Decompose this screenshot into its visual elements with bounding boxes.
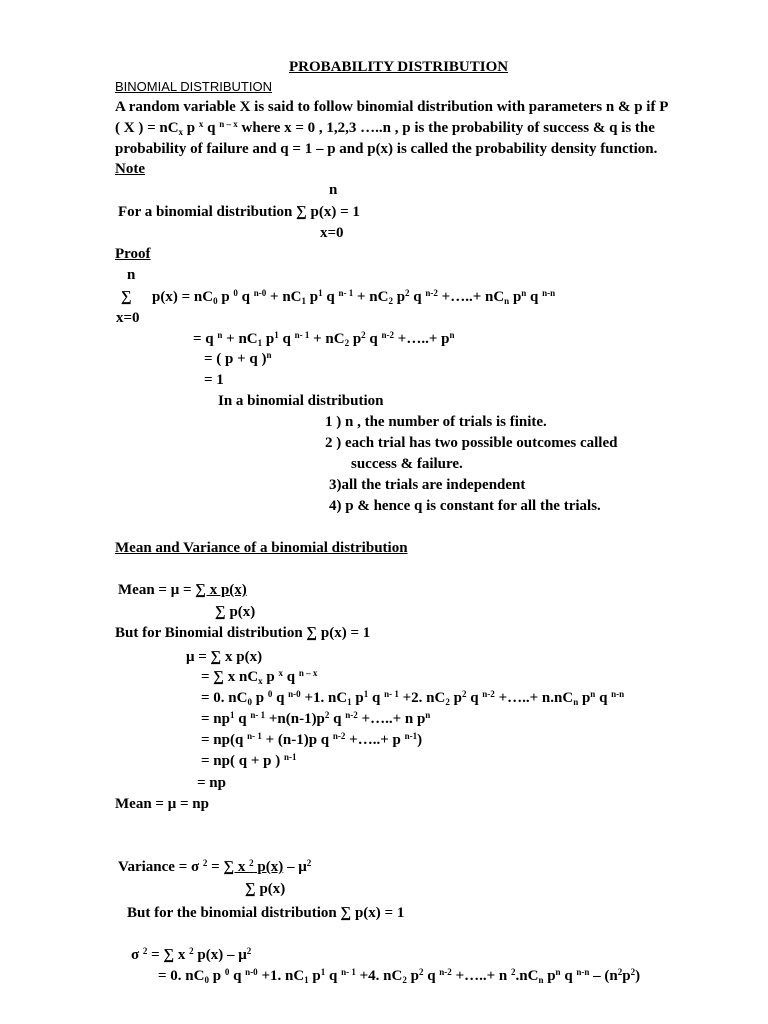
variance-step-1: σ $^2$ = ∑ x $^2$ $p(x) - \mu^2$	[131, 946, 252, 963]
section-heading-binomial: BINOMIAL DISTRIBUTION	[115, 79, 272, 94]
mean-step-7: = np	[197, 775, 226, 791]
note-sum-upper: n	[329, 182, 338, 198]
proof-sigma: ∑	[121, 289, 132, 305]
mean-step-4: = $np^1$ q $^{n- 1} +n(n-1)p^2$ q $^{n-2}$ +…..+ n $p^n$	[201, 710, 431, 727]
mean-denominator: ∑ p(x)	[215, 604, 256, 620]
variance-but: But for the binomial distribution ∑ p(x) = 1	[127, 905, 405, 921]
proof-eq-3: = ( p + q )$^n$	[204, 350, 272, 367]
note-sum-text: For a binomial distribution ∑ p(x) = 1	[118, 204, 360, 220]
proof-eq-4: = 1	[204, 372, 224, 388]
mean-step-1: μ = ∑ x p(x)	[186, 649, 263, 665]
intro-line-2: ( X ) = $nC_x$ p $^x$ q $^{n - x}$ where x = 0 , 1,2,3 …..n , p is the probability of success & q is the	[115, 119, 655, 137]
mean-variance-heading: Mean and Variance of a binomial distribution	[115, 540, 408, 556]
note-heading: Note	[115, 161, 145, 177]
variance-step-2: = 0. $nC_0$ p $^0$ q $^{n-0}$ +1. $nC_1$ $p^1$ q $^{n- 1}$ +4. $nC_2$ $p^2$ q $^{n-2}$ +…..+ n $^2.nC_n$ $p^n$ q $^{n-n} - (n^2p^2)$	[158, 967, 641, 985]
proof-heading: Proof	[115, 246, 151, 262]
intro-line-1: A random variable X is said to follow binomial distribution with parameters n & p if P	[115, 99, 669, 115]
property-3: 3)all the trials are independent	[329, 477, 526, 493]
proof-sum-lower: x=0	[116, 310, 140, 326]
variance-formula: Variance = σ $^2$ = ∑ x $^2$ $p(x) - \mu^2$	[118, 858, 312, 875]
proof-sum-upper: n	[127, 267, 136, 283]
property-4: 4) p & hence q is constant for all the trials.	[329, 498, 601, 514]
proof-eq-1: $p(x) = nC_0$ p $^0$ q $^{n-0} + nC_1$ $p^1$ q $^{n- 1} + nC_2$ $p^2$ q $^{n-2}$ +…..+ $nC_n$ $p^n$ q $^{n-n}$	[152, 288, 556, 306]
mean-but: But for Binomial distribution ∑ p(x) = 1	[115, 625, 371, 641]
mean-step-2: = ∑ x $nC_x$ p $^x$ q $^{n - x}$	[201, 668, 318, 686]
property-2: 2 ) each trial has two possible outcomes called	[325, 435, 618, 451]
mean-step-6: = np( q + p ) $^{n-1}$	[201, 752, 297, 769]
variance-denominator: ∑ p(x)	[245, 881, 286, 897]
mean-step-3: = 0. $nC_0$ p $^0$ q $^{n-0}$ +1. $nC_1$ $p^1$ q $^{n- 1}$ +2. $nC_2$ $p^2$ q $^{n-2}$ +…..+ $n.nC_n$ $p^n$ q $^{n-n}$	[201, 689, 625, 707]
properties-heading: In a binomial distribution	[218, 393, 384, 409]
proof-eq-2: = q $^n + nC_1$ $p^1$ q $^{n- 1} + nC_2$ $p^2$ q $^{n-2}$ +…..+ $p^n$	[193, 330, 455, 348]
property-2-cont: success & failure.	[351, 456, 463, 472]
intro-line-3: probability of failure and q = 1 – p and p(x) is called the probability density function.	[115, 141, 658, 157]
mean-formula: Mean = μ = ∑ x p(x)	[118, 582, 247, 598]
mean-result: Mean = μ = np	[115, 796, 209, 812]
note-sum-lower: x=0	[320, 225, 344, 241]
page-title: PROBABILITY DISTRIBUTION	[289, 59, 509, 75]
mean-step-5: = np(q $^{n- 1}$ + (n-1)p q $^{n-2}$ +…..+ p $^{n-1}$)	[201, 731, 423, 748]
property-1: 1 ) n , the number of trials is finite.	[325, 414, 547, 430]
